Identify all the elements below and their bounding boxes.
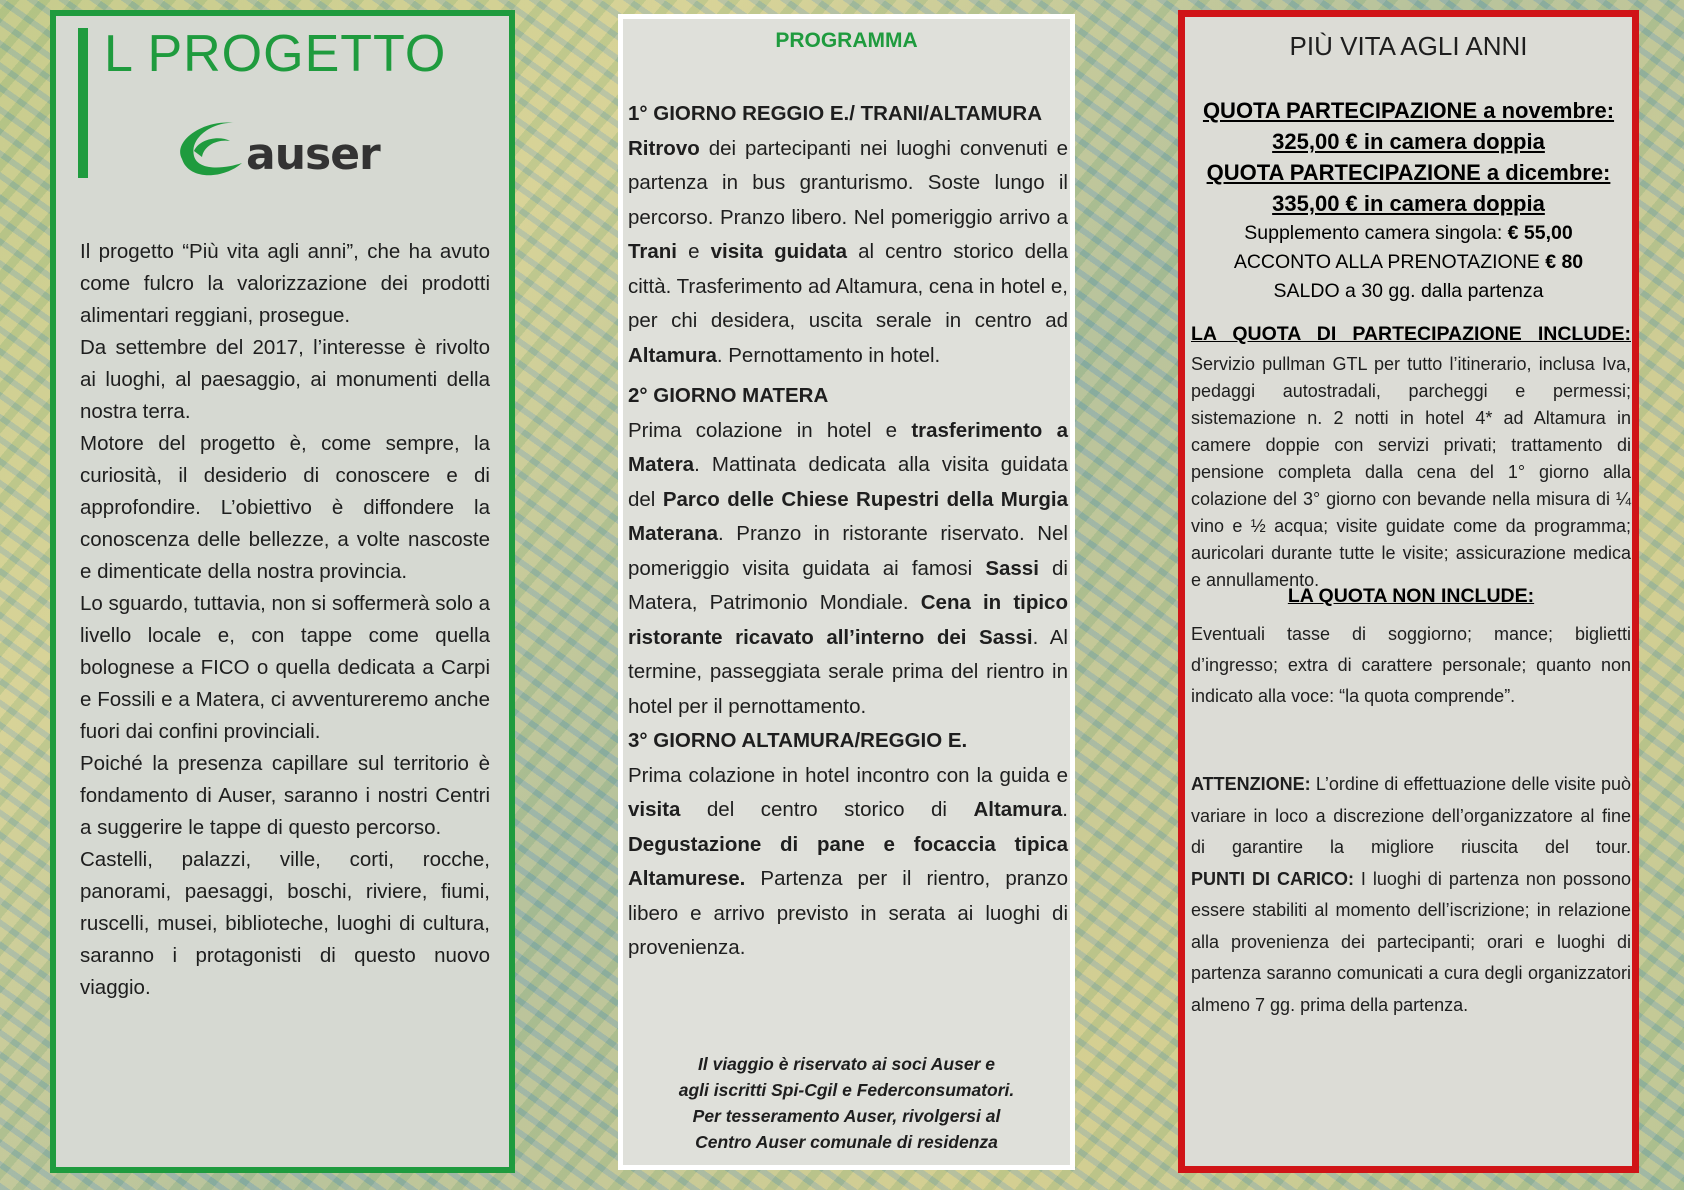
paragraph: Poiché la presenza capillare sul territorio è fondamento di Auser, saranno i nostri Centri a suggerire le tappe di questo percorso. xyxy=(80,752,490,839)
text: dei partecipanti nei luoghi convenuti e partenza in bus granturismo. Soste lungo il percorso. Pranzo libero. Nel pomeriggio arrivo a xyxy=(628,136,1068,229)
text: Supplemento camera singola: xyxy=(1244,222,1508,244)
logo-text: auser xyxy=(246,129,380,180)
program-panel xyxy=(618,14,1075,1170)
text-bold: visita guidata xyxy=(710,240,847,263)
text-bold: Ritrovo xyxy=(628,136,700,160)
text-bold: Altamura xyxy=(628,343,717,367)
include-text: Servizio pullman GTL per tutto l’itinerario, inclusa Iva, pedaggi autostradali, parcheggi e permessi; sistemazione n. 2 notti in hotel 4* ad Altamura in camere doppie con servizi privati; trattamento di pensione completa dalla cena del 1° giorno alla colazione del 3° giorno con bevande nella misura di ¼ vino e ½ acqua; visite guidate come da programma; auricolari durante tutte le visite; assicurazione medica e annullamento. xyxy=(1191,354,1631,590)
text-bold: € 80 xyxy=(1545,251,1584,273)
text-bold: Cena in tipico ristorante ricavato all’interno dei Sassi xyxy=(628,591,1068,649)
notes-block xyxy=(1191,769,1631,1021)
note-line: agli iscritti Spi-Cgil e Federconsumatori. xyxy=(678,1080,1015,1100)
text-bold: PUNTI DI CARICO: xyxy=(1191,868,1354,889)
paragraph: Da settembre del 2017, l’interesse è rivolto ai luoghi, al paesaggio, ai monumenti della nostra terra. xyxy=(80,336,490,423)
quota-line: 335,00 € in camera doppia xyxy=(1272,191,1545,216)
project-panel xyxy=(50,10,515,1173)
deposit-line xyxy=(1185,248,1632,277)
text-bold: trasferimento a Matera xyxy=(628,418,1068,476)
note-line: Centro Auser comunale di residenza xyxy=(695,1132,998,1152)
balance-line: SALDO a 30 gg. dalla partenza xyxy=(1273,280,1544,302)
include-heading: LA QUOTA DI PARTECIPAZIONE INCLUDE: xyxy=(1191,323,1631,345)
day3-text xyxy=(628,759,1068,966)
text: . Mattinata dedicata alla visita guidata del xyxy=(628,453,1068,511)
quota-block xyxy=(1185,95,1632,306)
text: Prima colazione in hotel e xyxy=(628,418,912,442)
note-line: Il viaggio è riservato ai soci Auser e xyxy=(698,1054,995,1074)
text: del centro storico di xyxy=(680,798,974,821)
text-bold: ATTENZIONE: xyxy=(1191,774,1311,794)
quota-line: QUOTA PARTECIPAZIONE a novembre: xyxy=(1202,98,1615,123)
auser-swoosh-icon xyxy=(164,101,254,191)
project-description xyxy=(80,236,490,1004)
text-bold: Parco delle Chiese Rupestri della Murgia Materana xyxy=(628,487,1068,545)
project-title: L PROGETTO xyxy=(104,25,447,83)
text: Prima colazione in hotel incontro con la guida e xyxy=(628,763,1068,787)
supplement-line xyxy=(1185,219,1632,248)
attention-text xyxy=(1191,769,1631,864)
text-bold: Altamura xyxy=(973,798,1063,821)
text: . Al termine, passeggiata serale prima del rientro in hotel per il pernottamento. xyxy=(628,625,1068,718)
day1-text xyxy=(628,132,1068,374)
paragraph: Castelli, palazzi, ville, corti, rocche, panorami, paesaggi, boschi, riviere, fiumi, ruscelli, musei, biblioteche, luoghi di cultura, saranno i protagonisti di questo nuovo viaggio. xyxy=(80,848,490,999)
day2-heading: 2° GIORNO MATERA xyxy=(628,384,829,407)
text: e xyxy=(677,240,711,263)
not-include-heading: LA QUOTA NON INCLUDE: xyxy=(1287,585,1535,607)
title-accent-bar xyxy=(78,28,88,178)
day3-heading: 3° GIORNO ALTAMURA/REGGIO E. xyxy=(628,729,968,752)
text-bold: Degustazione di pane e focaccia tipica Altamurese. xyxy=(628,832,1068,890)
pricing-title: PIÙ VITA AGLI ANNI xyxy=(1289,31,1528,61)
membership-note xyxy=(623,1051,1070,1155)
text: di Matera, Patrimonio Mondiale. xyxy=(628,556,1068,614)
not-include-text: Eventuali tasse di soggiorno; mance; biglietti d’ingresso; extra di carattere personale; quanto non indicato alla voce: “la quota comprende”. xyxy=(1191,624,1631,706)
text-bold: Trani xyxy=(628,240,677,263)
day1-heading: 1° GIORNO REGGIO E./ TRANI/ALTAMURA xyxy=(628,102,1043,125)
text: al centro storico della città. Trasferimento ad Altamura, cena in hotel e, per chi desidera, uscita serale in centro ad xyxy=(628,240,1068,332)
quota-line: QUOTA PARTECIPAZIONE a dicembre: xyxy=(1206,160,1611,185)
text: . Pranzo in ristorante riservato. Nel pomeriggio visita guidata ai famosi xyxy=(628,522,1068,580)
text: I luoghi di partenza non possono essere stabiliti al momento dell’iscrizione; in relazione alla provenienza dei partecipanti; orari e luoghi di partenza saranno comunicati a cura degli organizzatori almeno 7 gg. prima della partenza. xyxy=(1191,868,1631,1015)
text-bold: Sassi xyxy=(985,556,1039,580)
paragraph: Il progetto “Più vita agli anni”, che ha avuto come fulcro la valorizzazione dei prodotti alimentari reggiani, prosegue. xyxy=(80,240,490,327)
pickup-text xyxy=(1191,864,1631,1022)
note-line: Per tesseramento Auser, rivolgersi al xyxy=(692,1106,1001,1126)
text-bold: visita xyxy=(628,798,681,821)
paragraph: Motore del progetto è, come sempre, la curiosità, il desiderio di conoscere e di approfondire. L’obiettivo è diffondere la conoscenza delle bellezze, a volte nascoste e dimenticate della nostra provincia. xyxy=(80,432,490,583)
quota-line: 325,00 € in camera doppia xyxy=(1272,129,1545,154)
text-bold: € 55,00 xyxy=(1507,222,1573,244)
program-body xyxy=(628,97,1068,966)
text: L’ordine di effettuazione delle visite può variare in loco a discrezione dell’organizzatore al fine di garantire la migliore riuscita del tour. xyxy=(1191,774,1631,857)
text: . Pernottamento in hotel. xyxy=(716,343,941,367)
text: ACCONTO ALLA PRENOTAZIONE xyxy=(1233,251,1546,273)
text: . xyxy=(1062,798,1068,821)
text: Partenza per il rientro, pranzo libero e arrivo previsto in serata ai luoghi di provenienza. xyxy=(628,867,1068,959)
program-title: PROGRAMMA xyxy=(775,29,918,52)
auser-logo xyxy=(164,101,384,191)
day2-text xyxy=(628,414,1068,725)
paragraph: Lo sguardo, tuttavia, non si soffermerà solo a livello locale e, con tappe come quella bolognese a FICO o quella dedicata a Carpi e Fossili e a Matera, ci avventureremo anche fuori dai confini provinciali. xyxy=(80,592,490,743)
pricing-panel xyxy=(1178,10,1639,1173)
